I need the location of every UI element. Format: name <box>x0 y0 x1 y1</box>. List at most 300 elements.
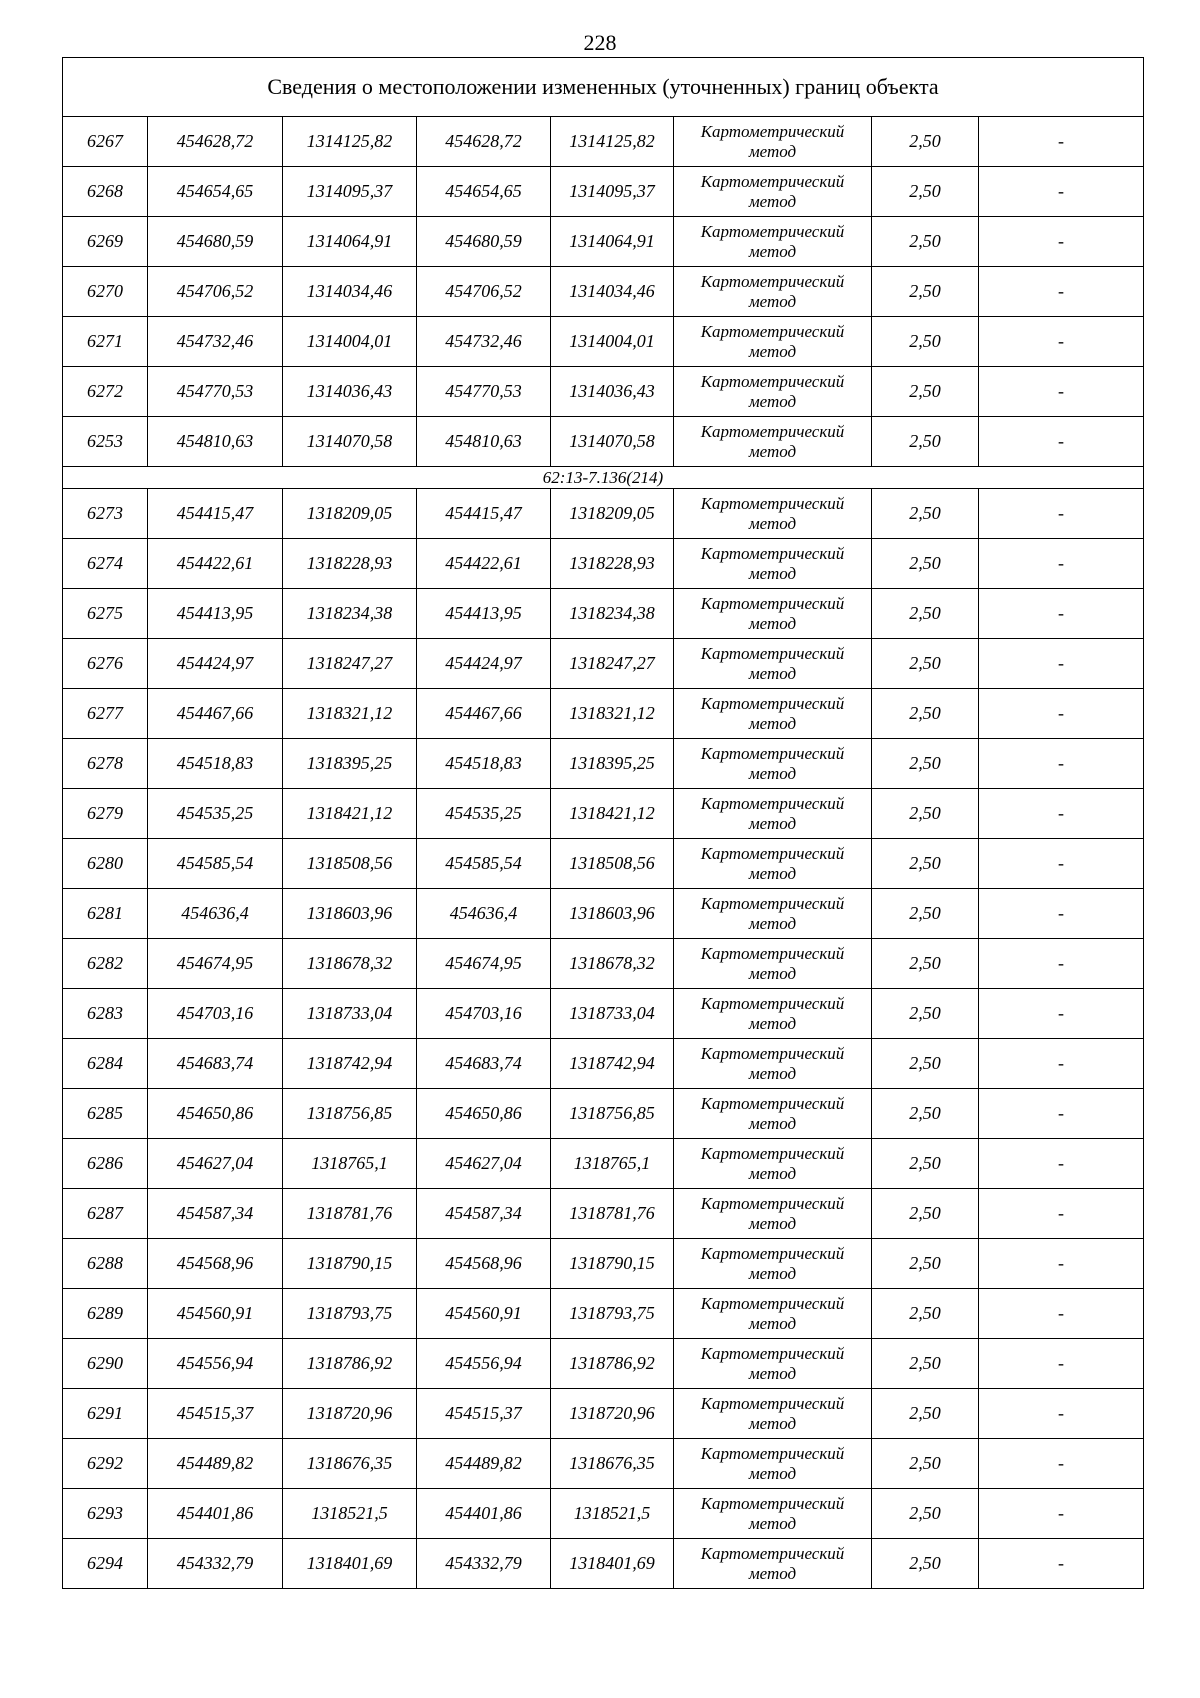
cell-note: - <box>979 1039 1144 1089</box>
method-line-2: метод <box>748 1263 797 1283</box>
method-line-1: Картометрический <box>700 1293 845 1313</box>
cell-x2: 454674,95 <box>417 939 551 989</box>
cell-x2: 454770,53 <box>417 367 551 417</box>
cell-accuracy: 2,50 <box>872 689 979 739</box>
method-line-1: Картометрический <box>700 893 845 913</box>
cell-x1: 454556,94 <box>148 1339 283 1389</box>
cell-method <box>674 489 872 539</box>
table-row <box>63 167 1144 217</box>
cell-y2: 1318742,94 <box>551 1039 674 1089</box>
cell-x1: 454770,53 <box>148 367 283 417</box>
cell-x1: 454415,47 <box>148 489 283 539</box>
cell-point: 6285 <box>63 1089 148 1139</box>
cell-x1: 454706,52 <box>148 267 283 317</box>
cell-point: 6292 <box>63 1439 148 1489</box>
cell-note: - <box>979 1339 1144 1389</box>
cell-y2: 1318421,12 <box>551 789 674 839</box>
cell-note: - <box>979 689 1144 739</box>
cell-accuracy: 2,50 <box>872 1239 979 1289</box>
cell-y1: 1314064,91 <box>283 217 417 267</box>
cell-accuracy: 2,50 <box>872 789 979 839</box>
cell-note: - <box>979 267 1144 317</box>
cell-x1: 454422,61 <box>148 539 283 589</box>
cell-accuracy: 2,50 <box>872 1339 979 1389</box>
cell-note: - <box>979 1489 1144 1539</box>
cell-x1: 454810,63 <box>148 417 283 467</box>
table-row <box>63 267 1144 317</box>
method-line-1: Картометрический <box>700 371 845 391</box>
cell-y1: 1318678,32 <box>283 939 417 989</box>
cell-y2: 1314070,58 <box>551 417 674 467</box>
cell-x2: 454628,72 <box>417 117 551 167</box>
cell-x2: 454489,82 <box>417 1439 551 1489</box>
cell-x2: 454680,59 <box>417 217 551 267</box>
cell-method <box>674 1539 872 1589</box>
cell-y2: 1318756,85 <box>551 1089 674 1139</box>
method-line-1: Картометрический <box>700 743 845 763</box>
method-line-2: метод <box>748 1063 797 1083</box>
cell-x1: 454560,91 <box>148 1289 283 1339</box>
cell-y2: 1318508,56 <box>551 839 674 889</box>
cell-y2: 1318676,35 <box>551 1439 674 1489</box>
cell-y1: 1318228,93 <box>283 539 417 589</box>
cell-method <box>674 939 872 989</box>
cell-y1: 1318521,5 <box>283 1489 417 1539</box>
cell-x1: 454627,04 <box>148 1139 283 1189</box>
cell-note: - <box>979 639 1144 689</box>
cell-y1: 1318793,75 <box>283 1289 417 1339</box>
cell-y1: 1318234,38 <box>283 589 417 639</box>
cell-y2: 1318765,1 <box>551 1139 674 1189</box>
cell-x2: 454636,4 <box>417 889 551 939</box>
cell-x1: 454587,34 <box>148 1189 283 1239</box>
cell-point: 6289 <box>63 1289 148 1339</box>
cell-point: 6277 <box>63 689 148 739</box>
cell-point: 6293 <box>63 1489 148 1539</box>
cell-accuracy: 2,50 <box>872 1489 979 1539</box>
cell-point: 6269 <box>63 217 148 267</box>
cell-point: 6273 <box>63 489 148 539</box>
cell-point: 6283 <box>63 989 148 1039</box>
cell-method <box>674 689 872 739</box>
method-line-2: метод <box>748 441 797 461</box>
cell-y1: 1318720,96 <box>283 1389 417 1439</box>
cell-x2: 454568,96 <box>417 1239 551 1289</box>
cell-x2: 454560,91 <box>417 1289 551 1339</box>
cell-point: 6267 <box>63 117 148 167</box>
cell-method <box>674 167 872 217</box>
cell-accuracy: 2,50 <box>872 889 979 939</box>
method-line-1: Картометрический <box>700 1443 845 1463</box>
cell-accuracy: 2,50 <box>872 939 979 989</box>
cell-accuracy: 2,50 <box>872 117 979 167</box>
coordinates-table <box>62 57 1144 1589</box>
method-line-2: метод <box>748 141 797 161</box>
table-title: Сведения о местоположении измененных (уточненных) границ объекта <box>63 58 1144 117</box>
cell-note: - <box>979 117 1144 167</box>
cell-method <box>674 117 872 167</box>
method-line-1: Картометрический <box>700 493 845 513</box>
cell-y2: 1318720,96 <box>551 1389 674 1439</box>
cell-point: 6271 <box>63 317 148 367</box>
cell-note: - <box>979 1289 1144 1339</box>
method-line-2: метод <box>748 913 797 933</box>
cell-note: - <box>979 1089 1144 1139</box>
cell-point: 6291 <box>63 1389 148 1439</box>
cell-method <box>674 789 872 839</box>
cell-x2: 454703,16 <box>417 989 551 1039</box>
cell-accuracy: 2,50 <box>872 539 979 589</box>
cell-note: - <box>979 489 1144 539</box>
cell-x1: 454680,59 <box>148 217 283 267</box>
cell-y1: 1318209,05 <box>283 489 417 539</box>
method-line-2: метод <box>748 813 797 833</box>
cell-x1: 454413,95 <box>148 589 283 639</box>
cell-y1: 1318508,56 <box>283 839 417 889</box>
cell-x2: 454518,83 <box>417 739 551 789</box>
cell-y2: 1314064,91 <box>551 217 674 267</box>
cell-accuracy: 2,50 <box>872 1539 979 1589</box>
cell-note: - <box>979 1439 1144 1489</box>
cell-y2: 1318228,93 <box>551 539 674 589</box>
cell-y1: 1318603,96 <box>283 889 417 939</box>
method-line-2: метод <box>748 1513 797 1533</box>
cell-x1: 454424,97 <box>148 639 283 689</box>
cell-y2: 1318209,05 <box>551 489 674 539</box>
cell-y1: 1318756,85 <box>283 1089 417 1139</box>
cell-x2: 454683,74 <box>417 1039 551 1089</box>
cell-x2: 454627,04 <box>417 1139 551 1189</box>
cell-accuracy: 2,50 <box>872 589 979 639</box>
cell-method <box>674 1289 872 1339</box>
cell-accuracy: 2,50 <box>872 317 979 367</box>
method-line-2: метод <box>748 1163 797 1183</box>
cell-note: - <box>979 989 1144 1039</box>
cell-point: 6287 <box>63 1189 148 1239</box>
method-line-2: метод <box>748 1313 797 1333</box>
method-line-2: метод <box>748 863 797 883</box>
table-body <box>63 58 1144 1589</box>
cell-y1: 1318781,76 <box>283 1189 417 1239</box>
cell-accuracy: 2,50 <box>872 489 979 539</box>
cell-method <box>674 217 872 267</box>
cell-x2: 454515,37 <box>417 1389 551 1439</box>
cell-y1: 1314004,01 <box>283 317 417 367</box>
cell-point: 6278 <box>63 739 148 789</box>
cell-x1: 454636,4 <box>148 889 283 939</box>
table-title-row <box>63 58 1144 117</box>
cell-x2: 454810,63 <box>417 417 551 467</box>
method-line-2: метод <box>748 191 797 211</box>
cell-note: - <box>979 589 1144 639</box>
cell-method <box>674 539 872 589</box>
table-row <box>63 1339 1144 1389</box>
cell-x1: 454585,54 <box>148 839 283 889</box>
cell-point: 6284 <box>63 1039 148 1089</box>
table-row <box>63 367 1144 417</box>
cell-point: 6276 <box>63 639 148 689</box>
method-line-1: Картометрический <box>700 221 845 241</box>
cell-note: - <box>979 889 1144 939</box>
cell-note: - <box>979 1139 1144 1189</box>
cell-x1: 454467,66 <box>148 689 283 739</box>
cell-point: 6279 <box>63 789 148 839</box>
method-line-2: метод <box>748 1213 797 1233</box>
cell-y1: 1318790,15 <box>283 1239 417 1289</box>
table-row <box>63 1389 1144 1439</box>
cell-y1: 1314125,82 <box>283 117 417 167</box>
table-row <box>63 989 1144 1039</box>
cell-point: 6275 <box>63 589 148 639</box>
cell-y1: 1318742,94 <box>283 1039 417 1089</box>
table-row <box>63 739 1144 789</box>
cell-point: 6272 <box>63 367 148 417</box>
table-row <box>63 1189 1144 1239</box>
method-line-2: метод <box>748 1563 797 1583</box>
cell-y2: 1318733,04 <box>551 989 674 1039</box>
cell-x2: 454415,47 <box>417 489 551 539</box>
cell-accuracy: 2,50 <box>872 167 979 217</box>
method-line-1: Картометрический <box>700 1493 845 1513</box>
cell-accuracy: 2,50 <box>872 1139 979 1189</box>
cell-x1: 454628,72 <box>148 117 283 167</box>
cell-y2: 1318678,32 <box>551 939 674 989</box>
cell-accuracy: 2,50 <box>872 1439 979 1489</box>
method-line-2: метод <box>748 663 797 683</box>
cell-method <box>674 989 872 1039</box>
cell-method <box>674 1239 872 1289</box>
cell-point: 6270 <box>63 267 148 317</box>
cell-method <box>674 267 872 317</box>
cell-point: 6281 <box>63 889 148 939</box>
table-row <box>63 417 1144 467</box>
cell-accuracy: 2,50 <box>872 839 979 889</box>
table-row <box>63 889 1144 939</box>
page-number: 228 <box>583 30 617 55</box>
cell-point: 6274 <box>63 539 148 589</box>
table-row <box>63 1089 1144 1139</box>
method-line-1: Картометрический <box>700 943 845 963</box>
method-line-2: метод <box>748 563 797 583</box>
table-row <box>63 1139 1144 1189</box>
cell-x2: 454654,65 <box>417 167 551 217</box>
method-line-1: Картометрический <box>700 421 845 441</box>
cell-x1: 454332,79 <box>148 1539 283 1589</box>
cell-y2: 1318395,25 <box>551 739 674 789</box>
section-row <box>63 467 1144 489</box>
method-line-2: метод <box>748 241 797 261</box>
method-line-1: Картометрический <box>700 171 845 191</box>
cell-x1: 454535,25 <box>148 789 283 839</box>
method-line-2: метод <box>748 763 797 783</box>
cell-x1: 454489,82 <box>148 1439 283 1489</box>
method-line-2: метод <box>748 1363 797 1383</box>
method-line-2: метод <box>748 391 797 411</box>
cell-y1: 1318733,04 <box>283 989 417 1039</box>
cell-method <box>674 839 872 889</box>
cell-point: 6290 <box>63 1339 148 1389</box>
cell-y2: 1314034,46 <box>551 267 674 317</box>
cell-accuracy: 2,50 <box>872 217 979 267</box>
cell-note: - <box>979 1539 1144 1589</box>
cell-y1: 1314036,43 <box>283 367 417 417</box>
cell-accuracy: 2,50 <box>872 417 979 467</box>
table-row <box>63 789 1144 839</box>
cell-y1: 1318765,1 <box>283 1139 417 1189</box>
cell-y2: 1318786,92 <box>551 1339 674 1389</box>
table-row <box>63 589 1144 639</box>
method-line-2: метод <box>748 513 797 533</box>
method-line-1: Картометрический <box>700 1093 845 1113</box>
cell-x1: 454732,46 <box>148 317 283 367</box>
cell-point: 6288 <box>63 1239 148 1289</box>
method-line-1: Картометрический <box>700 693 845 713</box>
table-row <box>63 217 1144 267</box>
method-line-1: Картометрический <box>700 1143 845 1163</box>
cell-y1: 1318676,35 <box>283 1439 417 1489</box>
cell-y2: 1318603,96 <box>551 889 674 939</box>
cell-note: - <box>979 217 1144 267</box>
cell-note: - <box>979 739 1144 789</box>
cell-note: - <box>979 317 1144 367</box>
cell-note: - <box>979 1189 1144 1239</box>
method-line-2: метод <box>748 1413 797 1433</box>
cell-note: - <box>979 789 1144 839</box>
cell-method <box>674 639 872 689</box>
cell-method <box>674 589 872 639</box>
cell-x2: 454556,94 <box>417 1339 551 1389</box>
cell-accuracy: 2,50 <box>872 1089 979 1139</box>
cell-x1: 454703,16 <box>148 989 283 1039</box>
cell-accuracy: 2,50 <box>872 1389 979 1439</box>
table-row <box>63 1039 1144 1089</box>
cell-y1: 1318401,69 <box>283 1539 417 1589</box>
cell-accuracy: 2,50 <box>872 639 979 689</box>
cell-method <box>674 1389 872 1439</box>
section-label: 62:13-7.136(214) <box>63 467 1144 489</box>
cell-x2: 454413,95 <box>417 589 551 639</box>
cell-point: 6268 <box>63 167 148 217</box>
method-line-2: метод <box>748 1113 797 1133</box>
cell-x2: 454706,52 <box>417 267 551 317</box>
method-line-2: метод <box>748 1013 797 1033</box>
cell-note: - <box>979 367 1144 417</box>
cell-note: - <box>979 939 1144 989</box>
method-line-2: метод <box>748 291 797 311</box>
method-line-2: метод <box>748 341 797 361</box>
method-line-1: Картометрический <box>700 321 845 341</box>
method-line-1: Картометрический <box>700 121 845 141</box>
cell-note: - <box>979 167 1144 217</box>
table-row <box>63 539 1144 589</box>
cell-accuracy: 2,50 <box>872 1039 979 1089</box>
method-line-2: метод <box>748 613 797 633</box>
cell-method <box>674 739 872 789</box>
cell-method <box>674 367 872 417</box>
cell-x2: 454732,46 <box>417 317 551 367</box>
method-line-2: метод <box>748 963 797 983</box>
table-row <box>63 689 1144 739</box>
method-line-1: Картометрический <box>700 643 845 663</box>
cell-y2: 1314095,37 <box>551 167 674 217</box>
cell-x2: 454422,61 <box>417 539 551 589</box>
cell-y1: 1314070,58 <box>283 417 417 467</box>
method-line-2: метод <box>748 1463 797 1483</box>
method-line-1: Картометрический <box>700 1243 845 1263</box>
cell-y2: 1314125,82 <box>551 117 674 167</box>
method-line-1: Картометрический <box>700 543 845 563</box>
method-line-1: Картометрический <box>700 1543 845 1563</box>
cell-y2: 1314004,01 <box>551 317 674 367</box>
cell-point: 6294 <box>63 1539 148 1589</box>
cell-method <box>674 1439 872 1489</box>
cell-accuracy: 2,50 <box>872 367 979 417</box>
cell-point: 6280 <box>63 839 148 889</box>
cell-method <box>674 1139 872 1189</box>
cell-note: - <box>979 839 1144 889</box>
cell-y1: 1318247,27 <box>283 639 417 689</box>
cell-x1: 454518,83 <box>148 739 283 789</box>
cell-y2: 1314036,43 <box>551 367 674 417</box>
method-line-1: Картометрический <box>700 843 845 863</box>
cell-x1: 454674,95 <box>148 939 283 989</box>
cell-note: - <box>979 417 1144 467</box>
cell-note: - <box>979 1389 1144 1439</box>
cell-method <box>674 1039 872 1089</box>
table-row <box>63 939 1144 989</box>
cell-note: - <box>979 539 1144 589</box>
method-line-1: Картометрический <box>700 1393 845 1413</box>
table-row <box>63 839 1144 889</box>
cell-y2: 1318793,75 <box>551 1289 674 1339</box>
table-row <box>63 1239 1144 1289</box>
cell-y1: 1318395,25 <box>283 739 417 789</box>
cell-x2: 454650,86 <box>417 1089 551 1139</box>
method-line-2: метод <box>748 713 797 733</box>
table-row <box>63 117 1144 167</box>
cell-point: 6253 <box>63 417 148 467</box>
cell-x1: 454654,65 <box>148 167 283 217</box>
cell-method <box>674 1089 872 1139</box>
cell-x1: 454683,74 <box>148 1039 283 1089</box>
cell-y1: 1314034,46 <box>283 267 417 317</box>
cell-y2: 1318401,69 <box>551 1539 674 1589</box>
cell-accuracy: 2,50 <box>872 267 979 317</box>
cell-method <box>674 317 872 367</box>
table-row <box>63 639 1144 689</box>
table-row <box>63 1289 1144 1339</box>
cell-y2: 1318234,38 <box>551 589 674 639</box>
cell-accuracy: 2,50 <box>872 739 979 789</box>
cell-y2: 1318321,12 <box>551 689 674 739</box>
cell-x1: 454650,86 <box>148 1089 283 1139</box>
cell-point: 6282 <box>63 939 148 989</box>
method-line-1: Картометрический <box>700 993 845 1013</box>
cell-x2: 454467,66 <box>417 689 551 739</box>
cell-y1: 1318421,12 <box>283 789 417 839</box>
cell-method <box>674 1489 872 1539</box>
cell-x2: 454332,79 <box>417 1539 551 1589</box>
cell-method <box>674 417 872 467</box>
method-line-1: Картометрический <box>700 1343 845 1363</box>
cell-note: - <box>979 1239 1144 1289</box>
method-line-1: Картометрический <box>700 1043 845 1063</box>
cell-y2: 1318790,15 <box>551 1239 674 1289</box>
table-row <box>63 317 1144 367</box>
cell-accuracy: 2,50 <box>872 1189 979 1239</box>
method-line-1: Картометрический <box>700 271 845 291</box>
cell-y1: 1318786,92 <box>283 1339 417 1389</box>
